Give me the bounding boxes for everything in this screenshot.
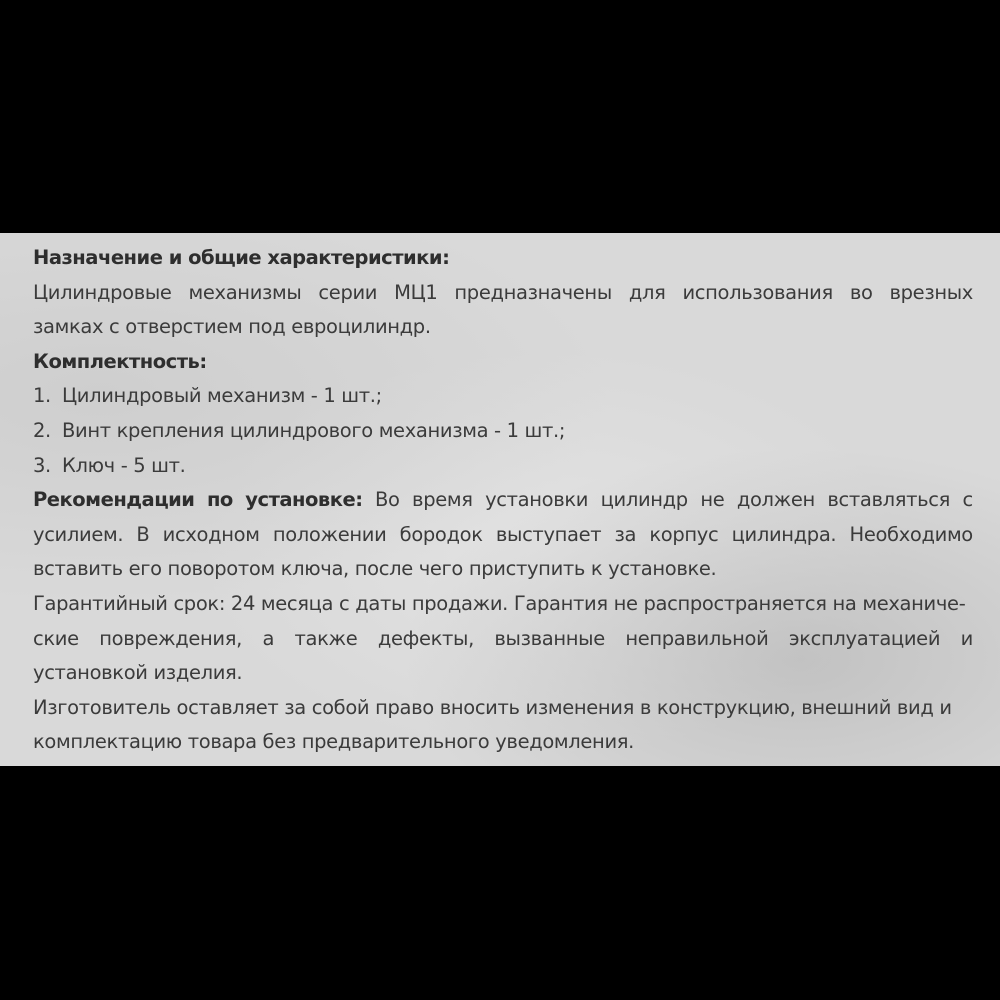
word: а	[262, 626, 275, 650]
installation-heading-word: по	[206, 488, 233, 512]
word: с	[962, 488, 973, 512]
word: должен	[736, 488, 815, 512]
word: цилиндр	[600, 488, 688, 512]
word: механизмы	[188, 280, 302, 304]
word: серии	[318, 280, 378, 304]
printed-paper	[0, 233, 1000, 766]
word: ские	[33, 626, 79, 650]
word: для	[628, 280, 666, 304]
word: во	[849, 280, 873, 304]
word: не	[700, 488, 725, 512]
word: бородок	[399, 522, 483, 546]
word: установки	[485, 488, 589, 512]
warranty-line-2	[33, 622, 973, 657]
word: вставляться	[827, 488, 951, 512]
contents-heading: Комплектность:	[33, 349, 207, 373]
word: исходном	[162, 522, 260, 546]
manufacturer-line-1: Изготовитель оставляет за собой право вносить изменения в конструкцию, внешний вид и	[33, 695, 952, 719]
list-text: Винт крепления цилиндрового механизма - 1 шт.;	[62, 418, 566, 442]
word: время	[412, 488, 473, 512]
word: неправильной	[625, 626, 769, 650]
word: вызванные	[494, 626, 605, 650]
manufacturer-line-2: комплектацию товара без предварительного уведомления.	[33, 730, 635, 754]
list-text: Ключ - 5 шт.	[62, 453, 186, 477]
contents-list-item	[33, 414, 973, 449]
purpose-line-1	[33, 276, 973, 311]
word: использования	[682, 280, 833, 304]
word: Во	[374, 488, 400, 512]
installation-line-3: вставить его поворотом ключа, после чего приступить к установке.	[33, 557, 717, 581]
installation-heading-word: установке:	[245, 488, 363, 512]
word: предназначены	[454, 280, 612, 304]
word: В	[136, 522, 150, 546]
contents-list-item	[33, 379, 973, 414]
installation-line-2	[33, 518, 973, 553]
list-text: Цилиндровый механизм - 1 шт.;	[62, 384, 382, 408]
word: МЦ1	[394, 280, 438, 304]
word: положении	[272, 522, 387, 546]
warranty-line-1: Гарантийный срок: 24 месяца с даты продажи. Гарантия не распространяется на механиче-	[33, 591, 966, 615]
word: выступает	[495, 522, 602, 546]
installation-heading-word: Рекомендации	[33, 488, 195, 512]
word: Цилиндровые	[33, 280, 172, 304]
word: за	[614, 522, 637, 546]
list-number: 2.	[33, 418, 51, 442]
list-number: 3.	[33, 453, 51, 477]
word: врезных	[889, 280, 973, 304]
word: и	[960, 626, 973, 650]
document-body	[33, 241, 973, 760]
installation-line-1	[33, 483, 973, 518]
word: также	[294, 626, 358, 650]
contents-list-item	[33, 449, 973, 484]
word: Необходимо	[849, 522, 973, 546]
word: корпус	[649, 522, 719, 546]
purpose-heading: Назначение и общие характеристики:	[33, 246, 450, 269]
word: усилием.	[33, 522, 124, 546]
word: дефекты,	[377, 626, 474, 650]
word: цилиндра.	[731, 522, 837, 546]
word: эксплуатацией	[788, 626, 941, 650]
warranty-line-3: установкой изделия.	[33, 661, 243, 685]
list-number: 1.	[33, 384, 51, 408]
purpose-line-2: замках с отверстием под евроцилиндр.	[33, 315, 431, 339]
word: повреждения,	[99, 626, 242, 650]
